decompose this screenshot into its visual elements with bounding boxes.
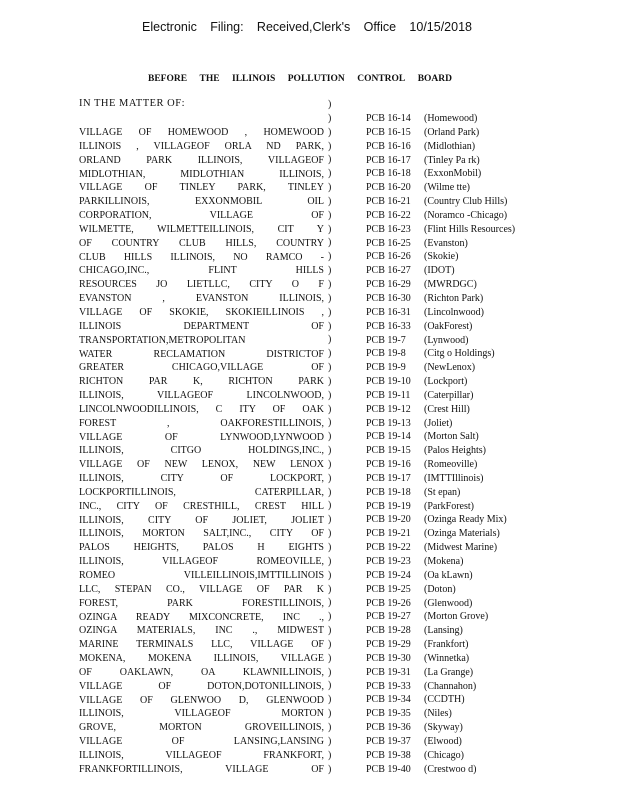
- electronic-filing-stamp: [142, 20, 472, 34]
- party-caption-line: VILLAGE OF SKOKIE, SKOKIEILLINOIS ,: [79, 306, 324, 318]
- case-number: PCB 19-17: [366, 472, 411, 484]
- case-entry: [366, 666, 606, 680]
- board-title-word: CONTROL: [357, 74, 406, 84]
- case-number: PCB 19-15: [366, 445, 411, 457]
- case-number: PCB 19-9: [366, 362, 406, 374]
- case-number: PCB 19-11: [366, 389, 411, 401]
- case-number: PCB 19-31: [366, 666, 411, 678]
- caption-paren: ): [328, 375, 332, 387]
- case-party-name: (Morton Grove): [424, 611, 489, 623]
- case-number: PCB 19-10: [366, 376, 411, 388]
- case-entry: [366, 513, 606, 527]
- party-caption-line: WATER RECLAMATION DISTRICTOF: [79, 348, 324, 360]
- case-entry: [366, 112, 606, 126]
- case-party-name: (Mokena): [424, 556, 464, 567]
- case-entry: [366, 195, 606, 209]
- caption-parentheses: [328, 98, 338, 776]
- case-party-name: (Winnetka): [424, 652, 470, 664]
- caption-paren: ): [328, 182, 332, 194]
- caption-paren: ): [328, 500, 332, 512]
- party-caption-line: FOREST , OAKFORESTILLINOIS,: [79, 417, 324, 429]
- caption-paren: ): [328, 126, 332, 138]
- case-entry: [366, 306, 606, 320]
- case-entry: [366, 375, 606, 389]
- party-caption-line: GREATER CHICAGO,VILLAGE OF: [79, 362, 324, 374]
- case-entry: [366, 278, 606, 292]
- case-party-name: (Frankfort): [424, 639, 469, 651]
- party-caption-line: CORPORATION, VILLAGE OF: [79, 210, 324, 222]
- case-entry: [366, 472, 606, 486]
- caption-paren: ): [328, 625, 332, 637]
- party-caption-line: OF COUNTRY CLUB HILLS, COUNTRY: [79, 237, 324, 249]
- party-caption-line: MOKENA, MOKENA ILLINOIS, VILLAGE: [79, 653, 324, 665]
- case-number: PCB 16-33: [366, 320, 411, 332]
- case-number: PCB 19-34: [366, 694, 411, 706]
- case-number: PCB 19-8: [366, 348, 406, 360]
- party-caption-line: MIDLOTHIAN, MIDLOTHIAN ILLINOIS,: [79, 168, 324, 180]
- caption-paren: ): [328, 237, 332, 249]
- case-entry: [366, 707, 606, 721]
- case-party-name: (Crest Hill): [424, 403, 470, 415]
- caption-paren: ): [328, 569, 332, 581]
- case-entry: [366, 347, 606, 361]
- case-entry: [366, 181, 606, 195]
- party-caption-line: ILLINOIS , VILLAGEOF ORLA ND PARK,: [79, 140, 324, 152]
- party-caption-line: LLC, STEPAN CO., VILLAGE OF PAR K: [79, 583, 324, 595]
- caption-paren: ): [328, 708, 332, 720]
- case-party-name: (Skyway): [424, 722, 463, 734]
- case-party-name: (Morton Salt): [424, 431, 479, 443]
- party-caption-line: ILLINOIS, VILLAGEOF MORTON: [79, 708, 324, 720]
- case-entry: [366, 763, 606, 777]
- party-caption-line: CHICAGO,INC., FLINT HILLS: [79, 265, 324, 277]
- case-entry: [366, 555, 606, 569]
- case-party-name: (Evanston): [424, 237, 468, 249]
- caption-paren: ): [328, 735, 332, 747]
- party-caption-line: VILLAGE OF DOTON,DOTONILLINOIS,: [79, 680, 324, 692]
- case-entry: [366, 154, 606, 168]
- case-party-name: (Chicago): [424, 749, 464, 761]
- case-number: PCB 19-33: [366, 680, 411, 692]
- caption-paren: ): [328, 334, 332, 346]
- party-caption-line: WILMETTE, WILMETTEILLINOIS, CIT Y: [79, 223, 324, 235]
- case-party-name: (MWRDGC): [424, 279, 477, 291]
- caption-paren: ): [328, 445, 332, 457]
- case-entry: [366, 721, 606, 735]
- caption-paren: ): [328, 362, 332, 374]
- caption-paren: ): [328, 417, 332, 429]
- case-number: PCB 19-27: [366, 611, 411, 623]
- caption-paren: ): [328, 431, 332, 443]
- party-caption-line: FOREST, PARK FORESTILLINOIS,: [79, 597, 324, 609]
- party-caption-line: ILLINOIS, CITY OF LOCKPORT,: [79, 473, 324, 485]
- party-caption-line: ROMEO VILLEILLINOIS,IMTTILLINOIS: [79, 570, 324, 581]
- case-number: PCB 19-35: [366, 708, 411, 720]
- case-party-name: (CCDTH): [424, 694, 465, 706]
- case-number: PCB 16-15: [366, 126, 411, 138]
- case-party-name: (ParkForest): [424, 500, 474, 512]
- party-caption-line: PARKILLINOIS, EXXONMOBIL OIL: [79, 196, 324, 208]
- party-caption-line: OF OAKLAWN, OA KLAWNILLINOIS,: [79, 666, 324, 678]
- caption-paren: ): [328, 486, 332, 498]
- case-party-name: (Citg o Holdings): [424, 348, 495, 360]
- party-caption-line: LOCKPORTILLINOIS, CATERPILLAR,: [79, 486, 324, 498]
- party-caption-line: CLUB HILLS ILLINOIS, NO RAMCO -: [79, 251, 324, 263]
- party-caption-line: EVANSTON , EVANSTON ILLINOIS,: [79, 293, 324, 305]
- case-number: PCB 16-14: [366, 113, 411, 124]
- party-caption-line: ORLAND PARK ILLINOIS, VILLAGEOF: [79, 154, 324, 166]
- case-number: PCB 16-31: [366, 306, 411, 318]
- case-number: PCB 19-28: [366, 625, 411, 637]
- case-number: PCB 19-12: [366, 403, 411, 415]
- case-number: PCB 19-26: [366, 597, 411, 609]
- party-caption-line: RESOURCES JO LIETLLC, CITY O F: [79, 279, 324, 291]
- caption-paren: ): [328, 514, 332, 526]
- party-caption-line: FRANKFORTILLINOIS, VILLAGE OF: [79, 763, 324, 775]
- caption-paren: ): [328, 306, 332, 318]
- case-number: PCB 19-36: [366, 722, 411, 734]
- stamp-date: 10/15/2018: [409, 20, 472, 34]
- case-number: PCB 16-16: [366, 140, 411, 152]
- case-number: PCB 19-29: [366, 639, 411, 651]
- caption-paren: ): [328, 320, 332, 332]
- case-number: PCB 19-19: [366, 500, 411, 512]
- case-party-name: (Richton Park): [424, 292, 484, 304]
- party-caption-line: TRANSPORTATION,METROPOLITAN: [79, 334, 246, 346]
- case-entry: [366, 693, 606, 707]
- caption-paren: ): [328, 583, 332, 595]
- caption-paren: ): [328, 638, 332, 650]
- case-party-name: (Doton): [424, 583, 456, 595]
- case-entry: [366, 500, 606, 514]
- caption-paren: ): [328, 195, 332, 207]
- case-number: PCB 19-23: [366, 556, 411, 567]
- case-number: PCB 16-29: [366, 279, 411, 291]
- case-entry: [366, 458, 606, 472]
- party-caption-line: VILLAGE OF LANSING,LANSING: [79, 736, 324, 748]
- case-entry: [366, 486, 606, 500]
- caption-paren: ): [328, 721, 332, 733]
- board-title-word: BOARD: [417, 74, 452, 84]
- party-caption-line: ILLINOIS, CITGO HOLDINGS,INC.,: [79, 445, 324, 457]
- case-entry: [366, 749, 606, 763]
- case-party-name: (IDOT): [424, 265, 455, 277]
- caption-paren: ): [328, 666, 332, 678]
- parties-caption: [79, 126, 324, 777]
- case-number: PCB 16-21: [366, 196, 411, 208]
- caption-paren: ): [328, 168, 332, 180]
- case-number: PCB 19-20: [366, 514, 411, 526]
- case-party-name: (Ozinga Materials): [424, 528, 500, 540]
- party-caption-line: VILLAGE OF HOMEWOOD , HOMEWOOD: [79, 127, 324, 138]
- party-caption-line: LINCOLNWOODILLINOIS, C ITY OF OAK: [79, 403, 324, 415]
- caption-paren: ): [328, 597, 332, 609]
- party-caption-line: MARINE TERMINALS LLC, VILLAGE OF: [79, 639, 324, 651]
- party-caption-line: OZINGA MATERIALS, INC ., MIDWEST: [79, 625, 324, 637]
- caption-paren: ): [328, 694, 332, 706]
- case-entry: [366, 209, 606, 223]
- case-party-name: (IMTTIllinois): [424, 472, 484, 484]
- stamp-word-filing: Filing:: [210, 20, 244, 34]
- caption-paren: ): [328, 528, 332, 540]
- case-party-name: (Lincolnwood): [424, 306, 484, 318]
- case-party-name: (Niles): [424, 708, 452, 720]
- case-number: PCB 16-22: [366, 209, 411, 221]
- case-party-name: (Homewood): [424, 113, 478, 124]
- case-number: PCB 19-40: [366, 763, 411, 775]
- case-number: PCB 19-18: [366, 486, 411, 498]
- case-entry: [366, 583, 606, 597]
- case-entry: [366, 250, 606, 264]
- case-entry: [366, 569, 606, 583]
- case-number: PCB 19-21: [366, 528, 411, 540]
- matter-heading: IN THE MATTER OF:: [79, 98, 186, 109]
- stamp-word-received: Received,Clerk's: [256, 20, 351, 34]
- case-number: PCB 19-30: [366, 652, 411, 664]
- case-party-name: (Lynwood): [424, 334, 469, 346]
- party-caption-line: ILLINOIS, CITY OF JOLIET, JOLIET: [79, 514, 324, 526]
- caption-paren: ): [328, 292, 332, 304]
- case-number: PCB 16-23: [366, 223, 411, 235]
- board-title-word: POLLUTION: [287, 74, 345, 84]
- caption-paren: ): [328, 458, 332, 470]
- case-entry: [366, 624, 606, 638]
- stamp-word-office: Office: [363, 20, 397, 34]
- case-entry: [366, 126, 606, 140]
- case-party-name: (Orland Park): [424, 126, 480, 138]
- board-title-word: BEFORE: [148, 74, 188, 84]
- case-entry: [366, 597, 606, 611]
- party-caption-line: RICHTON PAR K, RICHTON PARK: [79, 376, 324, 388]
- caption-paren: ): [328, 403, 332, 415]
- case-party-name: (Caterpillar): [424, 389, 474, 401]
- party-caption-line: VILLAGE OF GLENWOO D, GLENWOOD: [79, 694, 324, 706]
- case-entry: [366, 320, 606, 334]
- case-entry: [366, 652, 606, 666]
- case-party-name: (Noramco -Chicago): [424, 209, 508, 221]
- case-number: PCB 19-7: [366, 334, 406, 346]
- caption-paren: ): [328, 749, 332, 761]
- case-party-name: (Midlothian): [424, 140, 476, 152]
- case-number: PCB 16-27: [366, 265, 411, 277]
- case-number: PCB 19-38: [366, 749, 411, 761]
- caption-paren: ): [328, 140, 332, 152]
- case-party-name: (St epan): [424, 486, 461, 498]
- case-entry: [366, 334, 606, 348]
- caption-paren: ): [328, 389, 332, 401]
- case-party-name: (Joliet): [424, 417, 453, 429]
- case-party-name: (Crestwoo d): [424, 763, 477, 775]
- caption-paren: ): [328, 652, 332, 664]
- caption-paren: ): [328, 251, 332, 263]
- case-number: PCB 16-25: [366, 237, 411, 249]
- case-party-name: (Wilme tte): [424, 182, 470, 194]
- stamp-word-electronic: Electronic: [142, 20, 197, 34]
- case-party-name: (OakForest): [424, 320, 473, 332]
- caption-paren: ): [328, 763, 332, 775]
- party-caption-line: ILLINOIS, VILLAGEOF ROMEOVILLE,: [79, 556, 324, 568]
- caption-paren: ): [328, 99, 332, 110]
- caption-paren: ): [328, 209, 332, 221]
- caption-paren: ): [328, 555, 332, 567]
- case-entry: [366, 430, 606, 444]
- case-entry: [366, 361, 606, 375]
- party-caption-line: PALOS HEIGHTS, PALOS H EIGHTS: [79, 542, 324, 554]
- case-entry: [366, 527, 606, 541]
- case-party-name: (Tinley Pa rk): [424, 154, 480, 166]
- case-party-name: (Skokie): [424, 251, 459, 263]
- case-party-name: (Midwest Marine): [424, 542, 498, 554]
- case-party-name: (Glenwood): [424, 597, 473, 609]
- case-number: PCB 19-16: [366, 459, 411, 471]
- caption-paren: ): [328, 611, 332, 623]
- case-number: PCB 16-17: [366, 154, 411, 166]
- case-entry: [366, 638, 606, 652]
- case-party-name: (Romeoville): [424, 459, 478, 471]
- case-entry: [366, 417, 606, 431]
- case-number: PCB 19-24: [366, 569, 411, 581]
- case-entry: [366, 735, 606, 749]
- caption-paren: ): [328, 680, 332, 692]
- party-caption-line: VILLAGE OF NEW LENOX, NEW LENOX: [79, 459, 324, 471]
- board-title-word: THE: [199, 74, 220, 84]
- caption-paren: ): [328, 223, 332, 235]
- case-entry: [366, 403, 606, 417]
- party-caption-line: ILLINOIS, MORTON SALT,INC., CITY OF: [79, 528, 324, 540]
- caption-paren: ): [328, 348, 332, 360]
- case-party-name: (Palos Heights): [424, 445, 486, 457]
- case-entry: [366, 237, 606, 251]
- case-party-name: (Lockport): [424, 376, 468, 388]
- party-caption-line: ILLINOIS DEPARTMENT OF: [79, 320, 324, 332]
- case-number: PCB 19-25: [366, 583, 411, 595]
- party-caption-line: ILLINOIS, VILLAGEOF LINCOLNWOOD,: [79, 390, 324, 402]
- case-entry: [366, 223, 606, 237]
- party-caption-line: GROVE, MORTON GROVEILLINOIS,: [79, 722, 324, 734]
- case-number: PCB 19-22: [366, 542, 411, 554]
- caption-paren: ): [328, 542, 332, 553]
- caption-paren: ): [328, 265, 332, 277]
- board-title-word: ILLINOIS: [232, 74, 276, 84]
- board-title: [148, 74, 452, 84]
- case-party-name: (ExxonMobil): [424, 168, 482, 180]
- case-party-name: (Country Club Hills): [424, 196, 508, 208]
- case-party-name: (Oa kLawn): [424, 569, 473, 581]
- case-number: PCB 19-13: [366, 417, 411, 429]
- case-party-name: (Elwood): [424, 735, 462, 747]
- case-number-list: [366, 112, 606, 777]
- party-caption-line: OZINGA READY MIXCONCRETE, INC .,: [79, 611, 324, 623]
- case-entry: [366, 389, 606, 403]
- caption-paren: ): [328, 472, 332, 484]
- case-number: PCB 19-37: [366, 735, 411, 747]
- case-entry: [366, 680, 606, 694]
- case-number: PCB 16-20: [366, 182, 411, 194]
- party-caption-line: VILLAGE OF TINLEY PARK, TINLEY: [79, 182, 324, 194]
- case-entry: [366, 444, 606, 458]
- caption-paren: ): [328, 112, 332, 124]
- party-caption-line: INC., CITY OF CRESTHILL, CREST HILL: [79, 500, 324, 512]
- case-party-name: (NewLenox): [424, 362, 476, 374]
- case-party-name: (Ozinga Ready Mix): [424, 514, 507, 526]
- case-entry: [366, 610, 606, 624]
- caption-paren: ): [328, 278, 332, 290]
- case-party-name: (Lansing): [424, 625, 463, 637]
- case-party-name: (Channahon): [424, 680, 477, 692]
- case-number: PCB 19-14: [366, 431, 411, 443]
- case-number: PCB 16-18: [366, 168, 411, 180]
- case-entry: [366, 140, 606, 154]
- case-entry: [366, 292, 606, 306]
- party-caption-line: VILLAGE OF LYNWOOD,LYNWOOD: [79, 431, 324, 443]
- case-number: PCB 16-30: [366, 292, 411, 304]
- case-entry: [366, 541, 606, 555]
- case-party-name: (Flint Hills Resources): [424, 223, 516, 235]
- caption-paren: ): [328, 154, 332, 166]
- party-caption-line: ILLINOIS, VILLAGEOF FRANKFORT,: [79, 749, 324, 761]
- case-number: PCB 16-26: [366, 251, 411, 263]
- case-party-name: (La Grange): [424, 666, 474, 678]
- case-entry: [366, 167, 606, 181]
- case-entry: [366, 264, 606, 278]
